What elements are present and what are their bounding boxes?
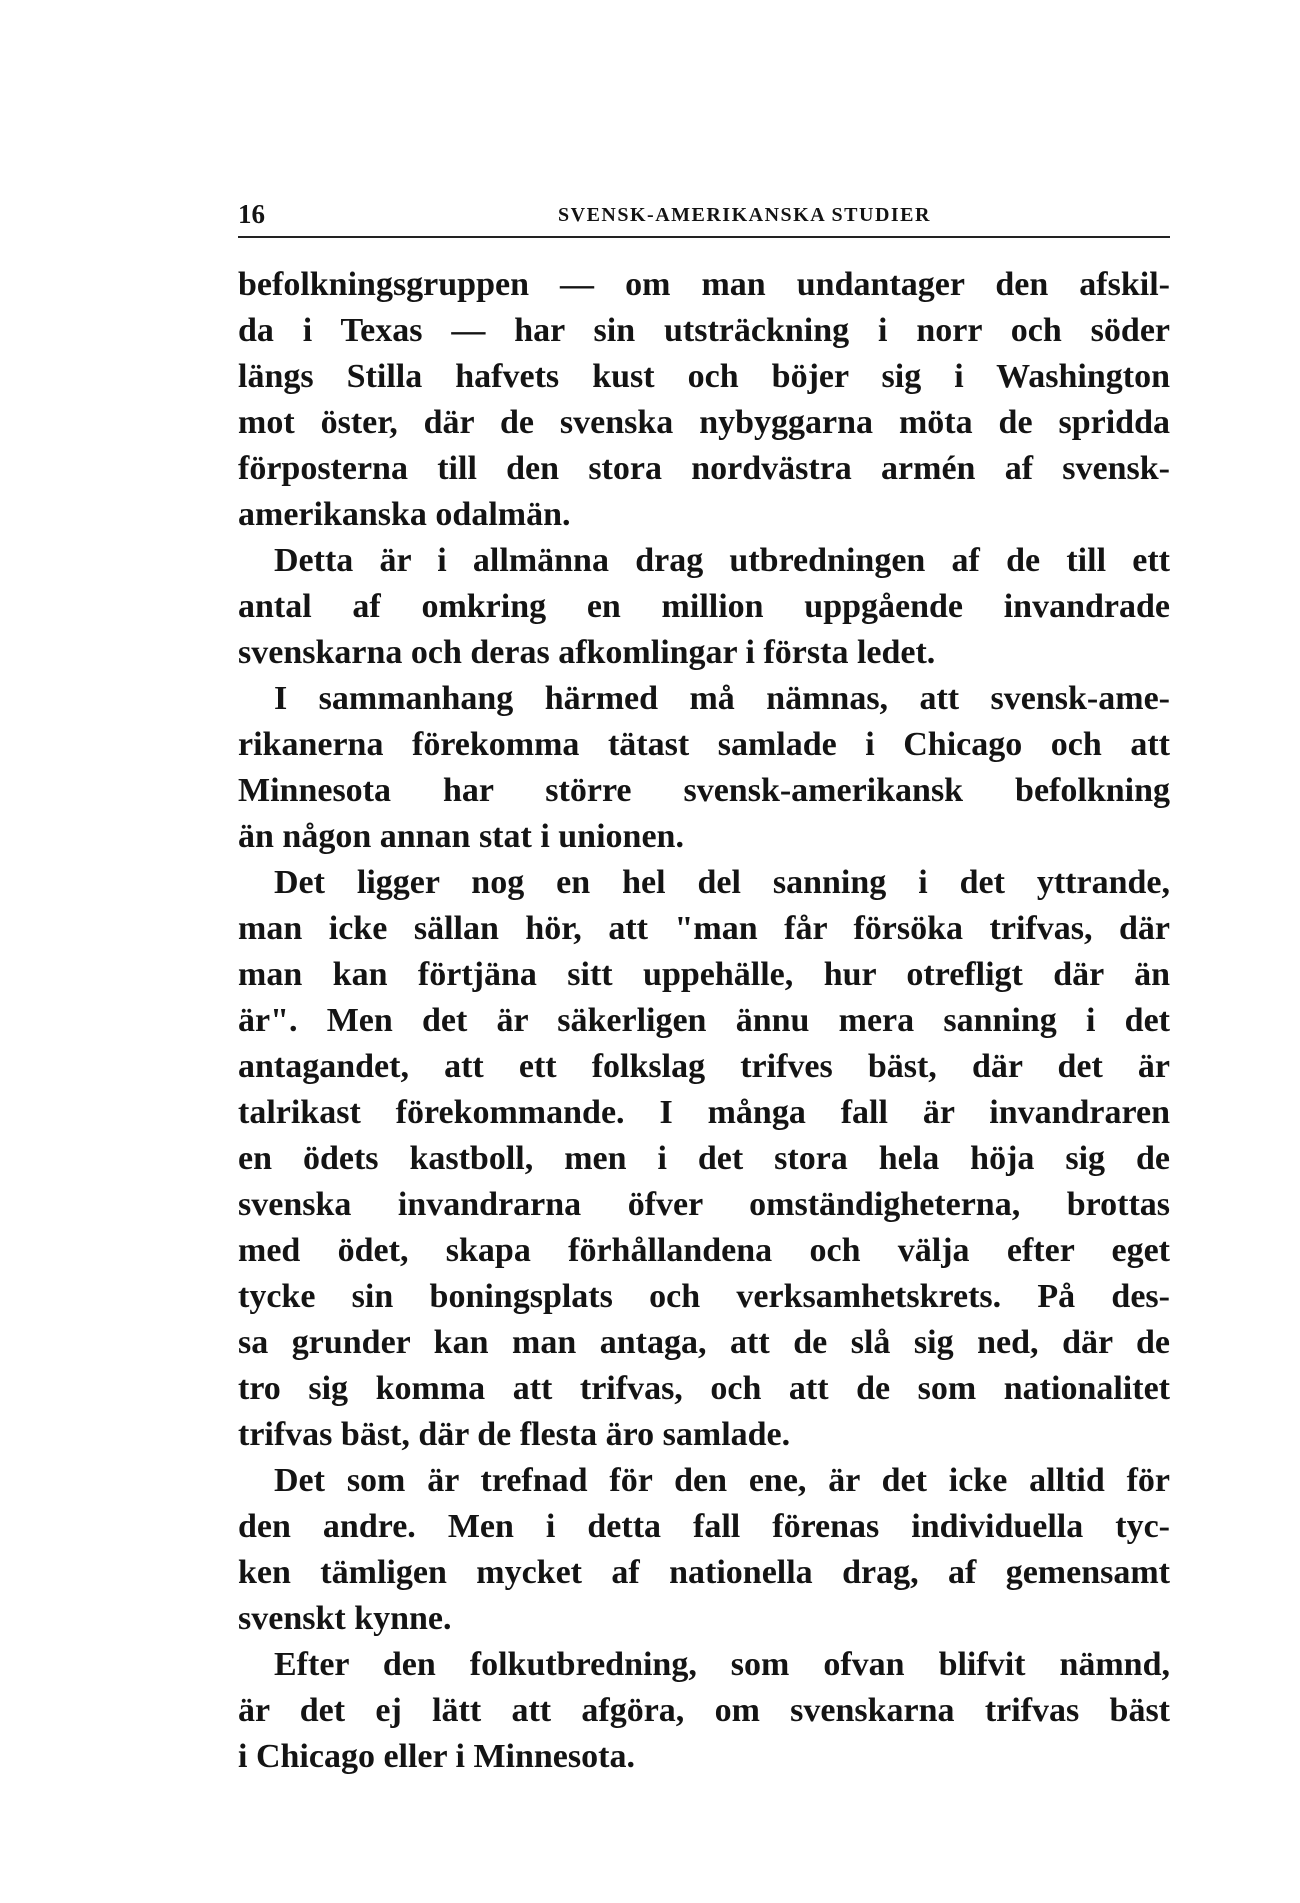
- text-line: är". Men det är säkerligen ännu mera sanning i det: [238, 1002, 1170, 1039]
- text-line: längs Stilla hafvets kust och böjer sig i Washington: [238, 358, 1170, 395]
- text-line: Det som är trefnad för den ene, är det icke alltid för: [274, 1462, 1170, 1499]
- body-text: [238, 262, 1170, 1780]
- text-line: trifvas bäst, där de flesta äro samlade.: [238, 1416, 791, 1453]
- text-line: Detta är i allmänna drag utbredningen af de till ett: [274, 542, 1170, 579]
- text-line: antal af omkring en million uppgående invandrade: [238, 588, 1170, 625]
- text-line: sa grunder kan man antaga, att de slå sig ned, där de: [238, 1324, 1170, 1361]
- text-line: den andre. Men i detta fall förenas individuella tyc-: [238, 1508, 1170, 1545]
- page-header: [238, 196, 1170, 238]
- paragraph: [238, 860, 1170, 1458]
- page-number: 16: [238, 199, 265, 229]
- text-line: Minnesota har större svensk-amerikansk befolkning: [238, 772, 1170, 809]
- text-line: rikanerna förekomma tätast samlade i Chicago och att: [238, 726, 1170, 763]
- running-title: SVENSK-AMERIKANSKA STUDIER: [558, 204, 931, 226]
- text-line: antagandet, att ett folkslag trifves bäst, där det är: [238, 1048, 1170, 1085]
- text-line: en ödets kastboll, men i det stora hela höja sig de: [238, 1140, 1170, 1177]
- text-line: svenska invandrarna öfver omständigheterna, brottas: [238, 1186, 1170, 1223]
- paragraph: [238, 262, 1170, 538]
- text-line: talrikast förekommande. I många fall är invandraren: [238, 1094, 1170, 1131]
- text-line: I sammanhang härmed må nämnas, att svensk-ame-: [274, 680, 1170, 717]
- text-line: da i Texas — har sin utsträckning i norr och söder: [238, 312, 1170, 349]
- text-line: förposterna till den stora nordvästra armén af svensk-: [238, 450, 1170, 487]
- text-line: man kan förtjäna sitt uppehälle, hur otrefligt där än: [238, 956, 1170, 993]
- text-line: ken tämligen mycket af nationella drag, af gemensamt: [238, 1554, 1170, 1591]
- text-line: amerikanska odalmän.: [238, 496, 571, 533]
- text-line: är det ej lätt att afgöra, om svenskarna trifvas bäst: [238, 1692, 1170, 1729]
- paragraph: [238, 538, 1170, 676]
- text-line: Efter den folkutbredning, som ofvan blifvit nämnd,: [274, 1646, 1170, 1683]
- text-line: tro sig komma att trifvas, och att de som nationalitet: [238, 1370, 1170, 1407]
- text-line: svenskt kynne.: [238, 1600, 452, 1637]
- text-line: med ödet, skapa förhållandena och välja efter eget: [238, 1232, 1170, 1269]
- text-line: i Chicago eller i Minnesota.: [238, 1738, 635, 1775]
- text-line: Det ligger nog en hel del sanning i det yttrande,: [274, 864, 1170, 901]
- paragraph: [238, 676, 1170, 860]
- text-line: man icke sällan hör, att "man får försöka trifvas, där: [238, 910, 1170, 947]
- text-line: befolkningsgruppen — om man undantager den afskil-: [238, 266, 1170, 303]
- text-line: tycke sin boningsplats och verksamhetskrets. På des-: [238, 1278, 1170, 1315]
- paragraph: [238, 1642, 1170, 1780]
- text-line: än någon annan stat i unionen.: [238, 818, 684, 855]
- text-line: svenskarna och deras afkomlingar i första ledet.: [238, 634, 936, 671]
- paragraph: [238, 1458, 1170, 1642]
- text-line: mot öster, där de svenska nybyggarna möta de spridda: [238, 404, 1170, 441]
